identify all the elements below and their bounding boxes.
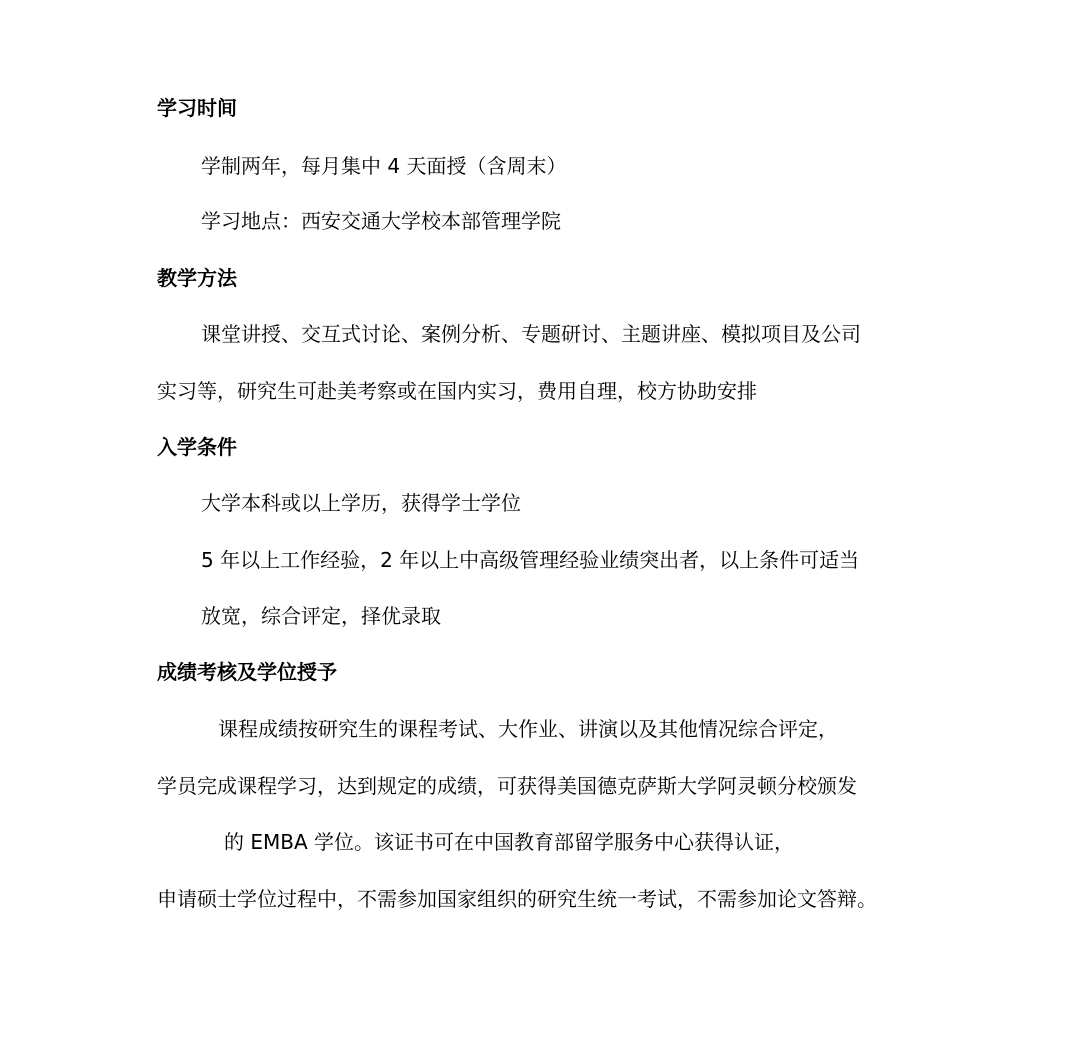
heading-teaching-methods: 教学方法 [157, 266, 237, 290]
study-duration-text: 学制两年，每月集中 4 天面授（含周末） [201, 154, 567, 178]
assessment-line-4: 申请硕士学位过程中，不需参加国家组织的研究生统一考试，不需参加论文答辩。 [157, 887, 877, 911]
teaching-methods-line-1: 课堂讲授、交互式讨论、案例分析、专题研讨、主题讲座、模拟项目及公司 [201, 322, 861, 346]
admission-education-text: 大学本科或以上学历，获得学士学位 [201, 491, 521, 515]
assessment-line-2: 学员完成课程学习，达到规定的成绩，可获得美国德克萨斯大学阿灵顿分校颁发 [157, 774, 857, 798]
assessment-line-3: 的 EMBA 学位。该证书可在中国教育部留学服务中心获得认证， [224, 830, 795, 854]
teaching-methods-line-2: 实习等，研究生可赴美考察或在国内实习，费用自理，校方协助安排 [157, 379, 757, 403]
admission-experience-line-2: 放宽，综合评定，择优录取 [201, 604, 441, 628]
heading-assessment-and-degree: 成绩考核及学位授予 [157, 660, 337, 684]
assessment-line-1: 课程成绩按研究生的课程考试、大作业、讲演以及其他情况综合评定， [218, 717, 838, 741]
heading-study-time: 学习时间 [157, 96, 237, 120]
admission-experience-line-1: 5 年以上工作经验，2 年以上中高级管理经验业绩突出者，以上条件可适当 [201, 548, 860, 572]
heading-admission-requirements: 入学条件 [157, 435, 237, 459]
study-location-text: 学习地点：西安交通大学校本部管理学院 [201, 209, 561, 233]
